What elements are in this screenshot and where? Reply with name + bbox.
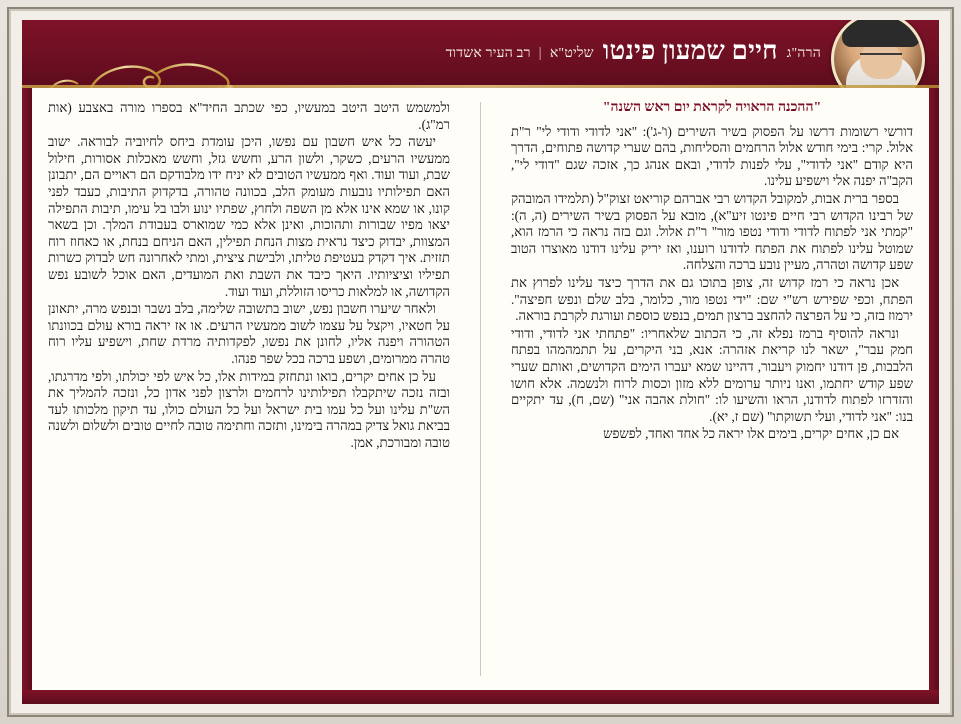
header-banner bbox=[22, 20, 939, 88]
paragraph: אם כן, אחים יקרים, בימים אלו יראה כל אחד ואחד, לפשפש bbox=[603, 426, 899, 442]
bottom-decorative-bar bbox=[22, 690, 939, 704]
portrait-glasses bbox=[860, 53, 902, 62]
rabbi-portrait-avatar bbox=[831, 20, 925, 88]
column-right bbox=[511, 100, 913, 682]
paragraph: בספר ברית אבות, למקובל הקדוש רבי אברהם קוריאט זצוק"ל (תלמידו המובהק של רבינו הקדוש רבי חיים פינטו זיע"א), מובא על הפסוק בשיר השירים (ה, ה): "קמתי אני לפתוח לדודי ודודי נטפו מור" ר"ת אלול. וגם בזה נראה כי הרמז הוא, שמוטל עלינו לפתוח את הפתח לדודנו רוענו, ואז יריק עלינו דודנו מאוצרו הטוב שפע קדושה וטהרה, מעיין נובע ברכה והצלחה. bbox=[510, 190, 913, 273]
column-left bbox=[48, 100, 450, 682]
paragraph: ולאחר שיערו חשבון נפש, ישוב בתשובה שלימה, בלב נשבר ובנפש מרה, יתאונן על חטאיו, ויקצל על עצמו לשוב ממעשיו הרעים. או אז יראה בורא עולם בכוונתו הטהורה ויפנה אליו, לחונן את נפשו, לפקדותיה מרדת שחת, וישפיע עליו רוח טהרה ממרומים, ושפע ברכה בכל שפר פנהו. bbox=[47, 301, 450, 366]
banner-name: חיים שמעון פינטו bbox=[602, 36, 778, 65]
portrait-hat bbox=[842, 20, 920, 47]
article-body bbox=[40, 96, 921, 682]
banner-title bbox=[446, 36, 821, 66]
right-decorative-bar bbox=[929, 88, 939, 690]
section-heading: "ההכנה הראויה לקראת יום ראש השנה" bbox=[602, 100, 822, 115]
banner-role: רב העיר אשדוד bbox=[445, 46, 531, 61]
paragraph: אכן נראה כי רמז קדוש זה, צופן בתוכו גם את הדרך כיצד עלינו לפרוץ את הפתח, וכפי שפירש רש"י שם: "ידי נטפו מור, כלומר, בלב שלם ונפש חפיצה". ירמוז בזה, כי על הפרצה להחצב ברצון תמים, בנפש כוספת ועורגת לקרבת בוראה. bbox=[510, 274, 913, 324]
paragraph: יעשה כל איש חשבון עם נפשו, היכן עומדת ביחס לחיוביה לבוראה. ישוב ממעשיו הרעים, כשקר, ולשון הרע, וחשש גזל, וחשש מאכלות אסורות, חילול שבת, ועוד ועוד. ואף ממעשיו הטובים לא יניח ידו מלבודקם הם ראויים הם, יתבונן האם תפילותיו נובעות מעומק הלב, בכוונה טהורה, בדקדוק התיבות, כעבד לפני קונו, או שמא אינו אלא מן השפה ולחוץ, שפתיו ינוע ולבו בל עימו, תיבות התפילה יצאו מפיו שבורות ותהוכות, ואינן אלא כמי שמוארס בעבודת המלך. וכן בשאר המצוות, יבדוק כיצד נראית מצות הנחת תפילין, האם הניחם בנחת, או כאחוז רוח תזזית. איך דקדק בעטיפת טליתו, ולבישת ציצית, ומתי לאחרונה חש לבדוק כשרות תפיליו וציציותיו. היאך כיבד את השבת ואת המועדים, האם אוכל לשובע נפש הקדושה, או למלאות כריסו הזוללת, ועוד ועוד. bbox=[47, 134, 450, 299]
left-decorative-bar bbox=[22, 88, 32, 690]
flourish-ornament-icon bbox=[30, 50, 260, 88]
paragraph: ולמשמש היטב היטב במעשיו, כפי שכתב החיד"א בספרו מורה באצבע (אות רמ"ג). bbox=[47, 100, 450, 132]
banner-separator: | bbox=[538, 45, 542, 61]
paragraph: דורשי רשומות דרשו על הפסוק בשיר השירים (ו'-ג'): "אני לדודי ודודי לי" ר"ת אלול. קרי: בימי חודש אלול הרחמים והסליחות, בהם שערי קדושה פתוחים, הדרך היא קודם "אני לדודי", עלי לפנות לדודי, ובאם אנהג כך, אזכה שגם "דודי לי", הקב"ה יפנה אלי וישפיע עלינו. bbox=[510, 123, 913, 189]
banner-honorific: שליט"א bbox=[549, 46, 594, 61]
paragraph: ונראה להוסיף ברמז נפלא זה, כי הכתוב שלאחריו: "פתחתי אני לדודי, ודודי חמק עבר", ישאר לנו קריאת אזהרה: אנא, בני היקרים, על תתמהמהו בפתח הלבבות, פן דודנו יחמוק ויעבור, דהיינו שמא יעברו הימים הקדושים, ואותם שערי שפע קודש יחתמו, ואנו ניותר ערומים ללא מזון וכסות לרוח ולנשמה. אלא חושו והזדרזו לפתוח לדודנו, הראו והשיעו לו: "חולת אהבה אני" (שם, ח), עד יתקיים בנו: "אני לדודי, ועלי תשוקתו" (שם ז, יא). bbox=[510, 325, 913, 424]
column-divider bbox=[480, 102, 481, 676]
paragraph: על כן אחים יקרים, בואו ונתחזק במידות אלו, כל איש לפי יכולתו, ולפי מדרגתו, ובזה נזכה שיתקבלו תפילותינו לרחמים ולרצון לפני אדון כל, ונזכה להמליך את הש"ת עלינו ועל כל עמו בית ישראל ועל כל העולם כולו, עד תיקון מלכותו לעד בביאת גואל צדיק במהרה בימינו, ותזכה וחתימה טובה לחיים טובים ולשלום ולשנה טובה ומבורכת, אמן. bbox=[47, 368, 450, 450]
banner-rank: הרה"ג bbox=[786, 46, 821, 61]
